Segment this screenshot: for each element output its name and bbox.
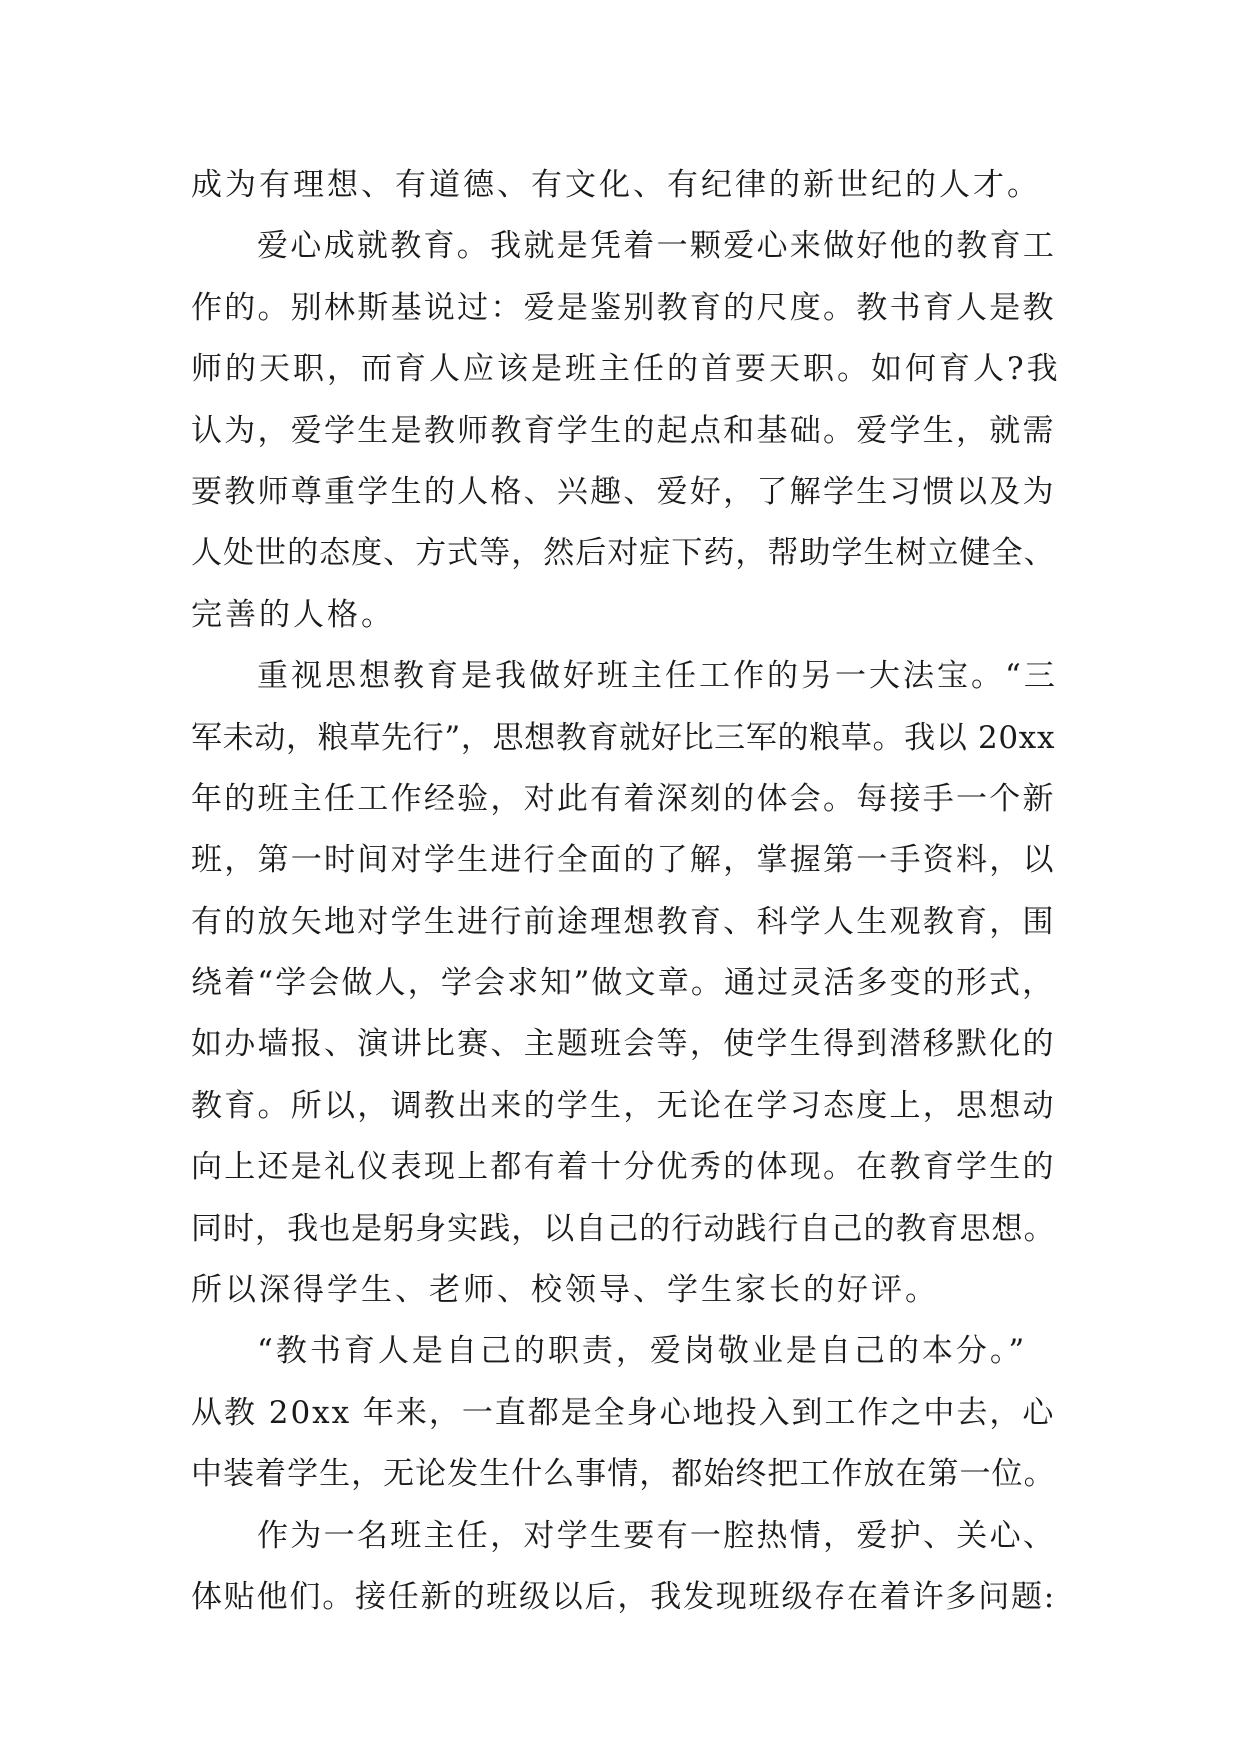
paragraph-first-line: “教书育人是自己的职责，爱岗敬业是自己的本分。” — [257, 1333, 1028, 1370]
text-line: 师的天职，而育人应该是班主任的首要天职。如何育人?我 — [191, 351, 1061, 388]
text-line: 完善的人格。 — [191, 596, 395, 633]
text-line: 体贴他们。接任新的班级以后，我发现班级存在着许多问题: — [191, 1578, 1057, 1615]
paragraph-first-line: 作为一名班主任，对学生要有一腔热情，爱护、关心、 — [257, 1517, 1057, 1554]
text-line: 教育。所以，调教出来的学生，无论在学习态度上，思想动 — [191, 1087, 1056, 1124]
document-body — [191, 155, 1061, 1628]
text-line: 从教 20xx 年来，一直都是全身心地投入到工作之中去，心 — [191, 1394, 1056, 1431]
text-line: 人处世的态度、方式等，然后对症下药，帮助学生树立健全、 — [191, 535, 1056, 572]
text-line: 绕着“学会做人，学会求知”做文章。通过灵活多变的形式， — [191, 965, 1056, 1002]
text-line: 要教师尊重学生的人格、兴趣、爱好，了解学生习惯以及为 — [191, 473, 1056, 510]
text-line: 同时，我也是躬身实践，以自己的行动践行自己的教育思想。 — [191, 1210, 1056, 1247]
text-line: 所以深得学生、老师、校领导、学生家长的好评。 — [191, 1272, 939, 1309]
text-line: 作的。别林斯基说过：爱是鉴别教育的尺度。教书育人是教 — [191, 289, 1056, 326]
text-line: 认为，爱学生是教师教育学生的起点和基础。爱学生，就需 — [191, 412, 1056, 449]
text-line: 向上还是礼仪表现上都有着十分优秀的体现。在教育学生的 — [191, 1149, 1056, 1186]
text-line: 年的班主任工作经验，对此有着深刻的体会。每接手一个新 — [191, 780, 1056, 817]
text-line: 中装着学生，无论发生什么事情，都始终把工作放在第一位。 — [191, 1456, 1056, 1493]
text-line: 班，第一时间对学生进行全面的了解，掌握第一手资料，以 — [191, 842, 1056, 879]
text-line: 成为有理想、有道德、有文化、有纪律的新世纪的人才。 — [191, 167, 1041, 203]
text-line: 如办墙报、演讲比赛、主题班会等，使学生得到潜移默化的 — [191, 1026, 1056, 1063]
paragraph-first-line: 爱心成就教育。我就是凭着一颗爱心来做好他的教育工 — [257, 228, 1057, 265]
text-line: 有的放矢地对学生进行前途理想教育、科学人生观教育，围 — [191, 903, 1056, 940]
paragraph-first-line: 重视思想教育是我做好班主任工作的另一大法宝。“三 — [257, 658, 1058, 695]
text-line: 军未动，粮草先行”，思想教育就好比三军的粮草。我以 20xx — [191, 719, 1056, 756]
